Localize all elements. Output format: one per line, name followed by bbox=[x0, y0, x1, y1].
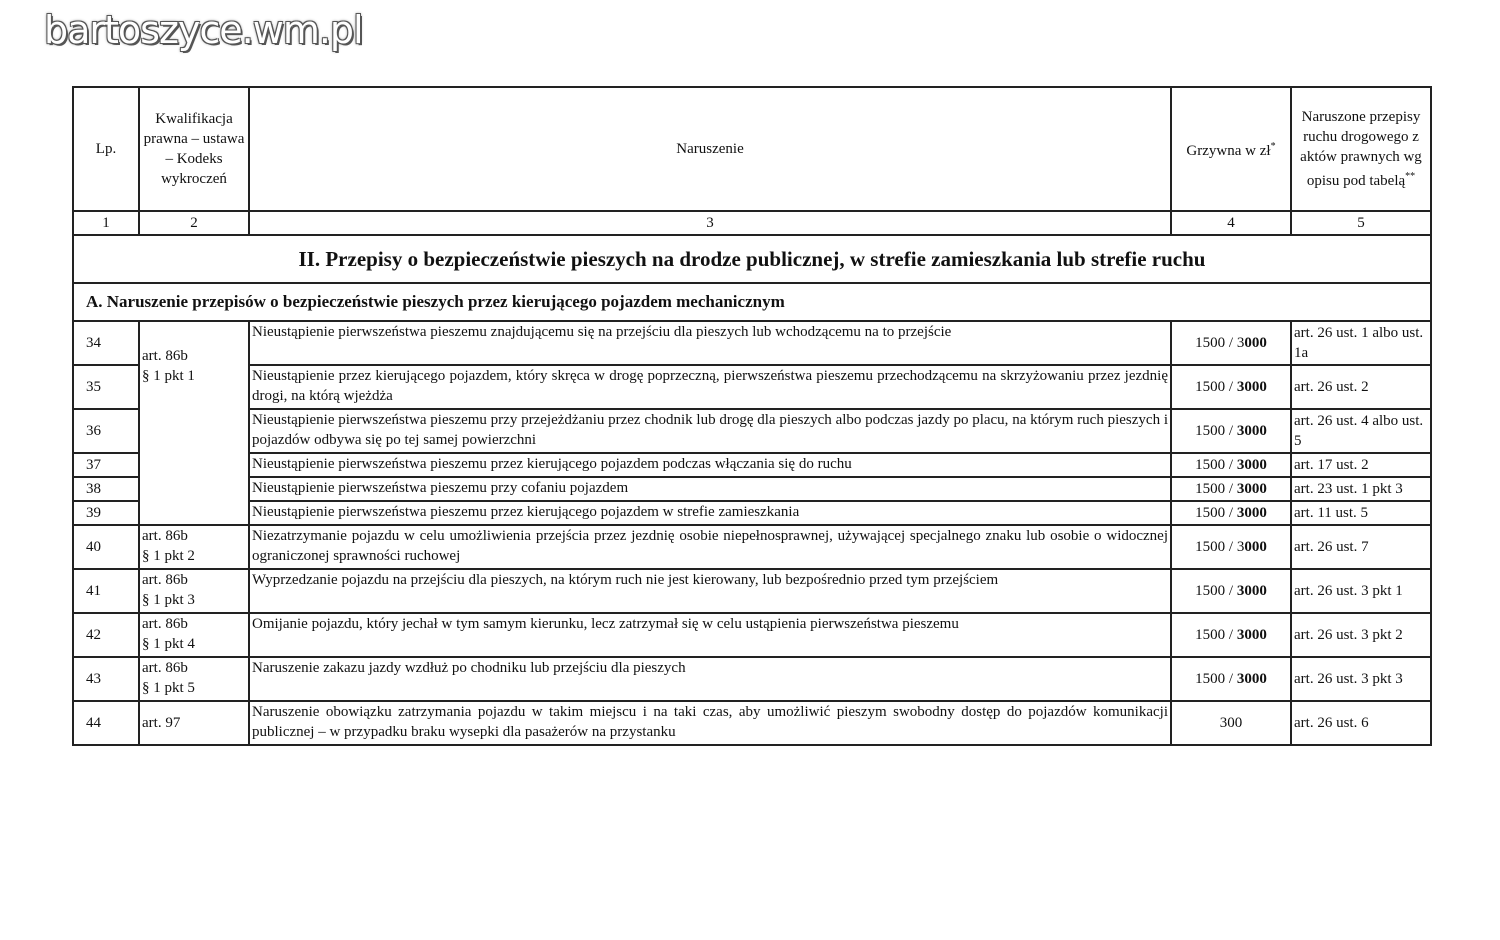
header-przepisy: Naruszone przepisy ruchu drogowego z aktów prawnych wg opisu pod tabelą** bbox=[1291, 87, 1431, 211]
site-watermark: bartoszyce.wm.pl bbox=[44, 8, 363, 52]
subsection-title: A. Naruszenie przepisów o bezpieczeństwie pieszych przez kierującego pojazdem mechanicznym bbox=[73, 283, 1431, 321]
subsection-row bbox=[73, 283, 1431, 321]
row-kwalifikacja: art. 86b § 1 pkt 3 bbox=[139, 569, 249, 613]
column-number: 3 bbox=[249, 211, 1171, 235]
row-kwalifikacja: art. 86b § 1 pkt 2 bbox=[139, 525, 249, 569]
row-grzywna: 1500 / 3000 bbox=[1171, 657, 1291, 701]
row-naruszenie: Nieustąpienie pierwszeństwa pieszemu znajdującemu się na przejściu dla pieszych lub wchodzącemu na to przejście bbox=[249, 321, 1171, 365]
table-row bbox=[73, 321, 1431, 365]
row-naruszenie: Nieustąpienie pierwszeństwa pieszemu przez kierującego pojazdem podczas włączania się do ruchu bbox=[249, 453, 1171, 477]
row-naruszenie: Naruszenie obowiązku zatrzymania pojazdu w takim miejscu i na taki czas, aby umożliwić pieszym swobodny dostęp do pojazdów komunikacji publicznej – w przypadku braku wysepki dla pasażerów na przystanku bbox=[249, 701, 1171, 745]
header-grzywna: Grzywna w zł* bbox=[1171, 87, 1291, 211]
row-przepis: art. 26 ust. 7 bbox=[1291, 525, 1431, 569]
row-lp: 42 bbox=[73, 613, 139, 657]
row-kwalifikacja: art. 86b § 1 pkt 1 bbox=[139, 321, 249, 525]
section-title: II. Przepisy o bezpieczeństwie pieszych na drodze publicznej, w strefie zamieszkania lub strefie ruchu bbox=[73, 235, 1431, 283]
row-lp: 41 bbox=[73, 569, 139, 613]
row-grzywna: 1500 / 3000 bbox=[1171, 365, 1291, 409]
row-grzywna: 1500 / 3000 bbox=[1171, 613, 1291, 657]
row-lp: 37 bbox=[73, 453, 139, 477]
row-naruszenie: Nieustąpienie pierwszeństwa pieszemu przez kierującego pojazdem w strefie zamieszkania bbox=[249, 501, 1171, 525]
row-naruszenie: Niezatrzymanie pojazdu w celu umożliwienia przejścia przez jezdnię osobie niepełnosprawnej, używającej specjalnego znaku lub osobie o widocznej ograniczonej sprawności ruchowej bbox=[249, 525, 1171, 569]
table-row bbox=[73, 569, 1431, 613]
row-naruszenie: Nieustąpienie pierwszeństwa pieszemu przy cofaniu pojazdem bbox=[249, 477, 1171, 501]
row-naruszenie: Nieustąpienie pierwszeństwa pieszemu przy przejeżdżaniu przez chodnik lub drogę dla pieszych albo podczas jazdy po placu, na którym ruch pieszych i pojazdów odbywa się po tej samej powierzchni bbox=[249, 409, 1171, 453]
row-lp: 40 bbox=[73, 525, 139, 569]
row-przepis: art. 26 ust. 6 bbox=[1291, 701, 1431, 745]
footnote-mark: * bbox=[1270, 141, 1276, 152]
row-przepis: art. 11 ust. 5 bbox=[1291, 501, 1431, 525]
column-number: 5 bbox=[1291, 211, 1431, 235]
row-lp: 34 bbox=[73, 321, 139, 365]
row-kwalifikacja: art. 97 bbox=[139, 701, 249, 745]
row-grzywna: 1500 / 3000 bbox=[1171, 321, 1291, 365]
row-naruszenie: Naruszenie zakazu jazdy wzdłuż po chodniku lub przejściu dla pieszych bbox=[249, 657, 1171, 701]
row-kwalifikacja: art. 86b § 1 pkt 4 bbox=[139, 613, 249, 657]
row-naruszenie: Omijanie pojazdu, który jechał w tym samym kierunku, lecz zatrzymał się w celu ustąpienia pierwszeństwa pieszemu bbox=[249, 613, 1171, 657]
row-lp: 35 bbox=[73, 365, 139, 409]
row-naruszenie: Nieustąpienie przez kierującego pojazdem, który skręca w drogę poprzeczną, pierwszeństwa pieszemu przechodzącemu na skrzyżowaniu przez jezdnię drogi, na którą wjeżdża bbox=[249, 365, 1171, 409]
table-row bbox=[73, 477, 1431, 501]
column-number: 1 bbox=[73, 211, 139, 235]
table-row bbox=[73, 409, 1431, 453]
row-grzywna: 1500 / 3000 bbox=[1171, 453, 1291, 477]
fines-table bbox=[72, 86, 1432, 746]
row-grzywna: 1500 / 3000 bbox=[1171, 525, 1291, 569]
row-grzywna: 300 bbox=[1171, 701, 1291, 745]
row-przepis: art. 17 ust. 2 bbox=[1291, 453, 1431, 477]
row-przepis: art. 26 ust. 4 albo ust. 5 bbox=[1291, 409, 1431, 453]
row-przepis: art. 26 ust. 3 pkt 2 bbox=[1291, 613, 1431, 657]
table-header-row bbox=[73, 87, 1431, 211]
section-row bbox=[73, 235, 1431, 283]
row-lp: 36 bbox=[73, 409, 139, 453]
table-row bbox=[73, 365, 1431, 409]
table-row bbox=[73, 501, 1431, 525]
row-grzywna: 1500 / 3000 bbox=[1171, 501, 1291, 525]
row-przepis: art. 23 ust. 1 pkt 3 bbox=[1291, 477, 1431, 501]
row-lp: 39 bbox=[73, 501, 139, 525]
header-kwalifikacja: Kwalifikacja prawna – ustawa – Kodeks wykroczeń bbox=[139, 87, 249, 211]
table-row bbox=[73, 453, 1431, 477]
column-number: 4 bbox=[1171, 211, 1291, 235]
row-lp: 38 bbox=[73, 477, 139, 501]
row-lp: 43 bbox=[73, 657, 139, 701]
row-przepis: art. 26 ust. 1 albo ust. 1a bbox=[1291, 321, 1431, 365]
column-number: 2 bbox=[139, 211, 249, 235]
row-grzywna: 1500 / 3000 bbox=[1171, 409, 1291, 453]
row-przepis: art. 26 ust. 2 bbox=[1291, 365, 1431, 409]
table-row bbox=[73, 613, 1431, 657]
row-grzywna: 1500 / 3000 bbox=[1171, 569, 1291, 613]
row-lp: 44 bbox=[73, 701, 139, 745]
header-naruszenie: Naruszenie bbox=[249, 87, 1171, 211]
header-lp: Lp. bbox=[73, 87, 139, 211]
table-row bbox=[73, 657, 1431, 701]
row-przepis: art. 26 ust. 3 pkt 1 bbox=[1291, 569, 1431, 613]
table-row bbox=[73, 701, 1431, 745]
row-naruszenie: Wyprzedzanie pojazdu na przejściu dla pieszych, na którym ruch nie jest kierowany, lub bezpośrednio przed tym przejściem bbox=[249, 569, 1171, 613]
column-number-row bbox=[73, 211, 1431, 235]
table-row bbox=[73, 525, 1431, 569]
row-grzywna: 1500 / 3000 bbox=[1171, 477, 1291, 501]
footnote-mark: ** bbox=[1405, 171, 1416, 182]
row-kwalifikacja: art. 86b § 1 pkt 5 bbox=[139, 657, 249, 701]
row-przepis: art. 26 ust. 3 pkt 3 bbox=[1291, 657, 1431, 701]
